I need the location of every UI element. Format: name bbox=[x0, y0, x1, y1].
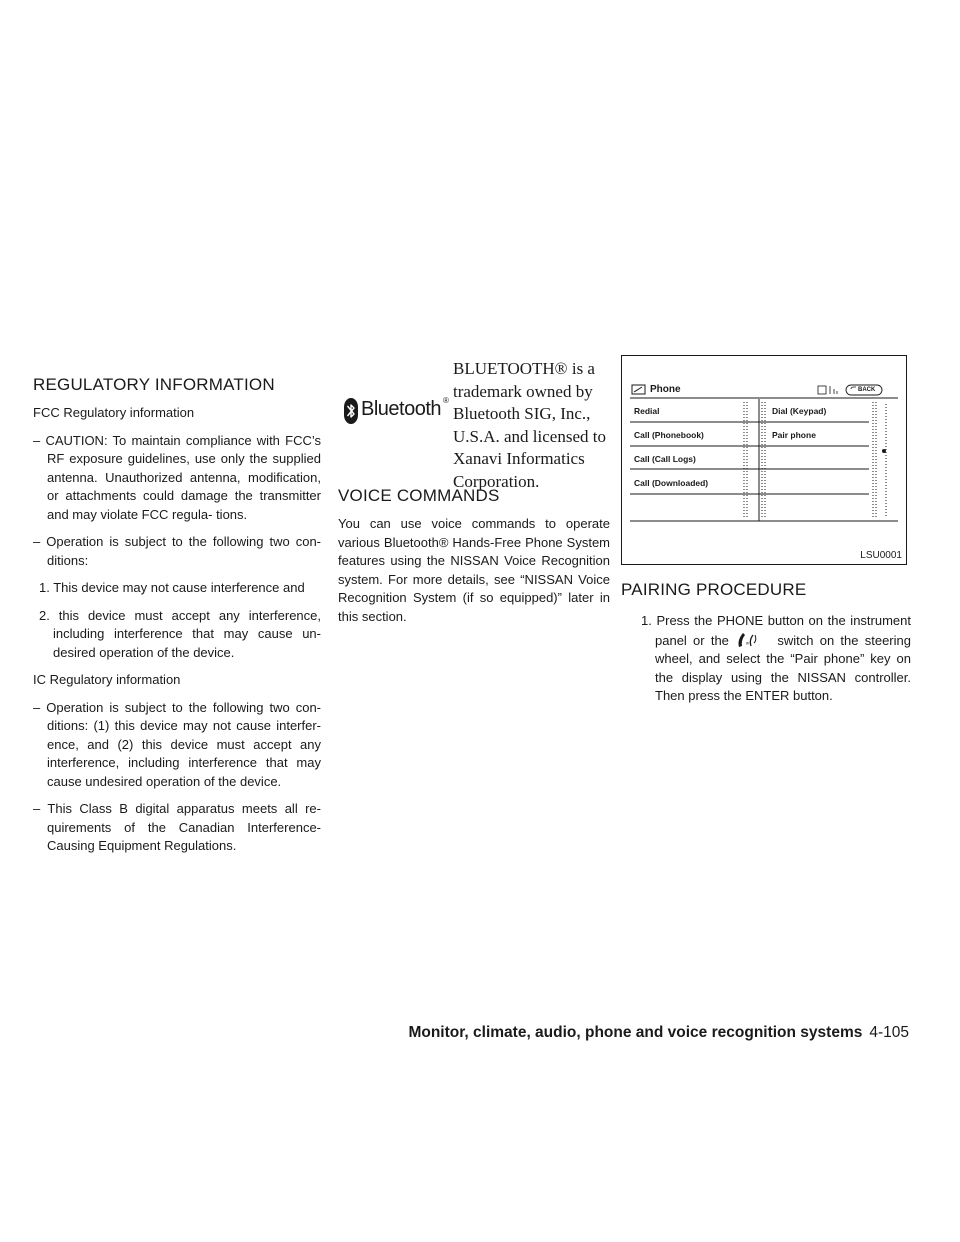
bluetooth-trademark-block bbox=[338, 358, 610, 491]
page-number: 4-105 bbox=[869, 1024, 909, 1041]
phone-screen-figure bbox=[621, 355, 907, 565]
scroll-indicator bbox=[882, 449, 886, 453]
fcc-operation: – Operation is subject to the following two con- ditions: bbox=[33, 534, 321, 568]
pairing-heading: PAIRING PROCEDURE bbox=[621, 580, 807, 599]
svg-text:ʷ: ʷ bbox=[746, 641, 750, 648]
figure-id: LSU0001 bbox=[860, 550, 902, 561]
page-footer bbox=[395, 1024, 909, 1042]
voice-commands-body: You can use voice commands to operate various Bluetooth® Hands-Free Phone System features using the NISSAN Voice Recognition system. For more details, see “NISSAN Voice Recognition System (if so equipped)” later in this section. bbox=[338, 516, 610, 624]
phone-screen-icon bbox=[632, 385, 645, 394]
ic-title: IC Regulatory information bbox=[33, 672, 181, 687]
bluetooth-trademark-text: BLUETOOTH® is a trademark owned by Bluetooth SIG, Inc., U.S.A. and licensed to Xanavi Informatics Corporation. bbox=[453, 359, 606, 491]
menu-pair-phone: Pair phone bbox=[772, 430, 816, 440]
bluetooth-registered-mark: ® bbox=[443, 396, 449, 405]
back-button-label: BACK bbox=[858, 387, 876, 393]
voice-commands-heading: VOICE COMMANDS bbox=[338, 486, 500, 505]
pairing-step-1-part-b: switch on the steering wheel, and select the “Pair phone” key on the display using the NISSAN controller. Then press the ENTER button. bbox=[655, 632, 911, 703]
fcc-title: FCC Regulatory information bbox=[33, 405, 195, 420]
fcc-item-2: 2. this device must accept any interference, including interference that may cause un- desired operation of the device. bbox=[39, 607, 321, 660]
regulatory-heading: REGULATORY INFORMATION bbox=[33, 375, 275, 394]
footer-section-title: Monitor, climate, audio, phone and voice recognition systems bbox=[408, 1024, 863, 1041]
bluetooth-logo bbox=[344, 396, 449, 426]
phone-talk-icon bbox=[735, 631, 771, 649]
pairing-step-1 bbox=[621, 612, 911, 706]
signal-status-icon bbox=[818, 386, 837, 394]
fcc-item-1: 1. This device may not cause interference and bbox=[39, 580, 305, 595]
pairing-section bbox=[621, 580, 911, 706]
screen-title: Phone bbox=[650, 384, 681, 395]
fcc-caution: – CAUTION: To maintain compliance with FCC’s RF exposure guidelines, use only the supplied antenna. Unauthorized antenna, modification, or attachments could damage the transmitter and may violate FCC regula- tions. bbox=[33, 432, 321, 522]
menu-call-logs: Call (Call Logs) bbox=[634, 454, 696, 464]
ic-operation: – Operation is subject to the following two con- ditions: (1) this device may not cause interfer- ence, and (2) this device must accept any interference, including interference that may cause undesired operation of the device. bbox=[33, 699, 321, 789]
pairing-step-1-part-a: 1. Press the PHONE button on the instrument panel or the bbox=[641, 613, 911, 648]
menu-dial-keypad: Dial (Keypad) bbox=[772, 406, 827, 416]
bluetooth-rune-icon bbox=[344, 398, 358, 424]
menu-call-downloaded: Call (Downloaded) bbox=[634, 478, 709, 488]
menu-call-phonebook: Call (Phonebook) bbox=[634, 430, 704, 440]
bluetooth-voice-section bbox=[338, 358, 610, 626]
menu-redial: Redial bbox=[634, 406, 660, 416]
bluetooth-wordmark: Bluetooth bbox=[361, 398, 442, 420]
regulatory-section bbox=[33, 375, 321, 865]
ic-classb: – This Class B digital apparatus meets all re- quirements of the Canadian Interference- Causing Equipment Regulations. bbox=[33, 801, 321, 853]
